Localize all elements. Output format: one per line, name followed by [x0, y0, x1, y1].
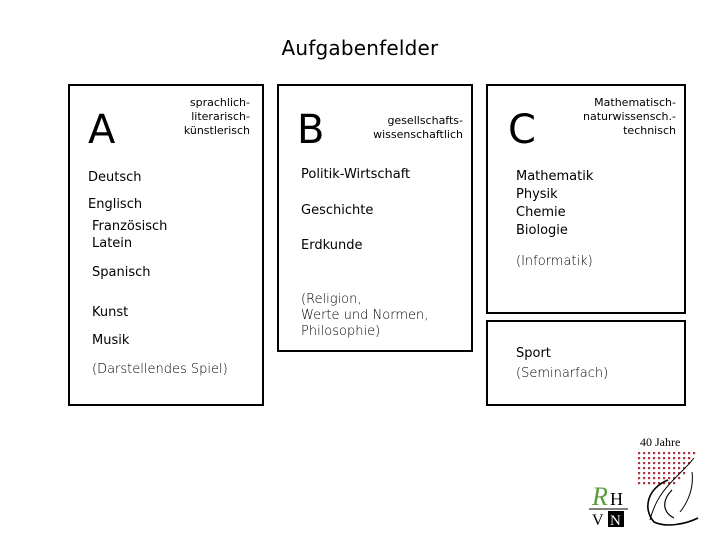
logo-dot — [668, 452, 670, 454]
subject-politik-wirtschaft: Politik-Wirtschaft — [301, 167, 411, 182]
logo-dot — [678, 467, 680, 469]
subject-optional-b-3: Philosophie) — [301, 324, 381, 339]
logo-dot — [683, 472, 685, 474]
logo-dot — [683, 452, 685, 454]
logo-dot — [678, 452, 680, 454]
logo-dot — [653, 472, 655, 474]
field-c-letter: C — [508, 107, 536, 153]
subject-mathematik: Mathematik — [516, 169, 594, 184]
logo-dot — [653, 452, 655, 454]
field-b-letter: B — [297, 107, 325, 153]
subject-kunst: Kunst — [92, 305, 129, 320]
logo-dot — [693, 452, 695, 454]
logo-dot — [643, 462, 645, 464]
logo-dot — [658, 452, 660, 454]
svg-text:40 Jahre: 40 Jahre — [640, 435, 681, 449]
subject-biologie: Biologie — [516, 223, 568, 238]
subject-sport: Sport — [516, 346, 551, 361]
subject-optional-b-2: Werte und Normen, — [301, 308, 429, 323]
subject-geschichte: Geschichte — [301, 203, 374, 218]
logo-dot — [663, 452, 665, 454]
logo-dot — [673, 462, 675, 464]
logo-dot — [668, 467, 670, 469]
logo-dot — [643, 467, 645, 469]
logo-dot — [658, 477, 660, 479]
logo-dot — [663, 477, 665, 479]
logo-dot — [643, 472, 645, 474]
logo-dot — [658, 472, 660, 474]
logo-dot — [648, 477, 650, 479]
field-c-area — [583, 96, 676, 138]
anniversary-logo — [628, 428, 704, 528]
logo-dot — [648, 457, 650, 459]
svg-text:R: R — [592, 482, 608, 511]
field-a-letter: A — [88, 107, 116, 153]
logo-dot — [673, 452, 675, 454]
logo-dot — [643, 482, 645, 484]
subject-optional-b-1: (Religion, — [301, 292, 362, 307]
subject-musik: Musik — [92, 333, 130, 348]
logo-dot — [638, 452, 640, 454]
logo-dot — [673, 482, 675, 484]
logo-dot — [643, 457, 645, 459]
logo-dot — [683, 457, 685, 459]
field-c-area-line: naturwissensch.- — [583, 110, 676, 123]
logo-dot — [638, 482, 640, 484]
logo-dot — [648, 467, 650, 469]
logo-dot — [648, 452, 650, 454]
logo-dot — [648, 482, 650, 484]
logo-dot — [678, 457, 680, 459]
subject-physik: Physik — [516, 187, 558, 202]
logo-dot — [653, 467, 655, 469]
logo-dot — [638, 462, 640, 464]
logo-dot — [668, 472, 670, 474]
logo-dot — [668, 477, 670, 479]
logo-dot — [638, 477, 640, 479]
logo-dot — [683, 462, 685, 464]
subject-optional-c: (Informatik) — [516, 254, 593, 269]
svg-text:N: N — [610, 513, 621, 528]
logo-dot — [638, 457, 640, 459]
field-a-box — [68, 84, 264, 406]
logo-dot — [658, 462, 660, 464]
field-a-area — [184, 96, 250, 138]
field-b-area-line: gesellschafts- — [387, 114, 463, 127]
page-title: Aufgabenfelder — [281, 36, 439, 60]
subject-optional-a: (Darstellendes Spiel) — [92, 362, 228, 377]
logo-dot — [663, 472, 665, 474]
logo-dot — [663, 462, 665, 464]
logo-dot — [648, 462, 650, 464]
subject-erdkunde: Erdkunde — [301, 238, 363, 253]
field-c-area-line: Mathematisch- — [594, 96, 676, 109]
field-a-area-line: künstlerisch — [183, 124, 250, 137]
logo-dot — [673, 457, 675, 459]
logo-dot — [688, 457, 690, 459]
logo-dot — [673, 472, 675, 474]
logo-dot — [663, 467, 665, 469]
logo-dot — [658, 467, 660, 469]
logo-dot — [673, 467, 675, 469]
field-b-area-line: wissenschaftlich — [373, 128, 463, 141]
svg-text:V: V — [592, 512, 604, 528]
logo-dot — [678, 462, 680, 464]
svg-text:H: H — [610, 489, 623, 509]
field-a-area-line: literarisch- — [191, 110, 250, 123]
logo-dot — [668, 457, 670, 459]
logo-dot — [653, 477, 655, 479]
rhvn-logo — [586, 478, 630, 528]
logo-dot — [653, 462, 655, 464]
logo-dot — [638, 467, 640, 469]
logo-dot — [638, 472, 640, 474]
logo-dot — [688, 452, 690, 454]
logo-dot — [653, 457, 655, 459]
subject-deutsch: Deutsch — [88, 170, 142, 185]
field-c-area-line: technisch — [623, 124, 676, 137]
subject-chemie: Chemie — [516, 205, 566, 220]
logo-dot — [668, 462, 670, 464]
subject-franzoesisch: Französisch — [92, 219, 168, 234]
logo-dot — [658, 457, 660, 459]
logo-dot — [643, 477, 645, 479]
subject-spanisch: Spanisch — [92, 265, 151, 280]
field-a-area-line: sprachlich- — [189, 96, 250, 109]
subject-englisch: Englisch — [88, 197, 143, 212]
logo-dot — [643, 452, 645, 454]
field-b-area — [373, 114, 463, 142]
subject-latein: Latein — [92, 236, 133, 251]
field-c-box — [486, 84, 686, 314]
subject-seminarfach: (Seminarfach) — [516, 366, 609, 381]
logo-dot — [653, 482, 655, 484]
sport-box — [486, 320, 686, 406]
logo-dot — [648, 472, 650, 474]
logo-dot — [663, 457, 665, 459]
field-b-box — [277, 84, 473, 352]
logo-dot — [678, 477, 680, 479]
